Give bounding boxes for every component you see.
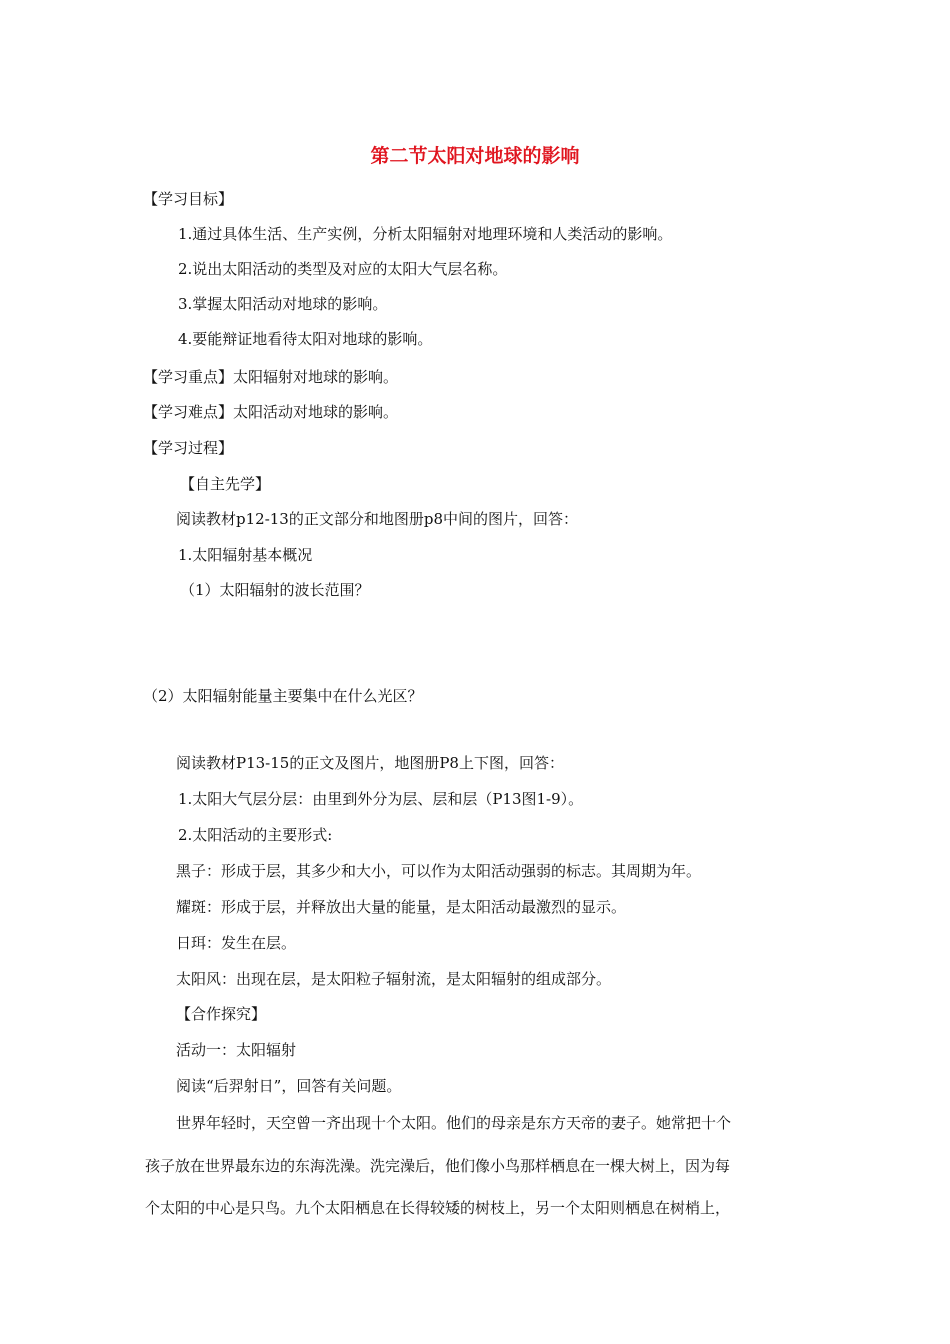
key-point: 【学习重点】太阳辐射对地球的影响。 [143,368,399,386]
story-line-3: 个太阳的中心是只鸟。九个太阳栖息在长得较矮的树枝上，另一个太阳则栖息在树梢上， [145,1199,731,1217]
process-heading: 【学习过程】 [143,439,234,457]
difficult-point: 【学习难点】太阳活动对地球的影响。 [143,403,399,421]
flare-line: 耀斑：形成于层，并释放出大量的能量，是太阳活动最激烈的显示。 [176,898,627,916]
question-2: （2）太阳辐射能量主要集中在什么光区？ [143,687,423,705]
self-study-item-1: 1.太阳辐射基本概况 [178,546,313,564]
read-instruction: 阅读“后羿射日”，回答有关问题。 [176,1077,402,1095]
goal-item-2: 2.说出太阳活动的类型及对应的太阳大气层名称。 [178,260,508,278]
sunspot-line: 黑子：形成于层，其多少和大小，可以作为太阳活动强弱的标志。其周期为年。 [176,862,702,880]
solar-wind-line: 太阳风：出现在层，是太阳粒子辐射流，是太阳辐射的组成部分。 [176,970,612,988]
page-title: 第二节太阳对地球的影响 [370,145,580,167]
learning-goals-heading: 【学习目标】 [143,190,234,208]
self-study-intro-2: 阅读教材P13-15的正文及图片，地图册P8上下图，回答： [176,754,564,772]
item-forms: 2.太阳活动的主要形式: [178,826,333,844]
self-study-heading: 【自主先学】 [180,475,271,493]
goal-item-4: 4.要能辩证地看待太阳对地球的影响。 [178,330,433,348]
story-line-2: 孩子放在世界最东边的东海洗澡。洗完澡后，他们像小鸟那样栖息在一棵大树上，因为每 [145,1157,731,1175]
prominence-line: 日珥：发生在层。 [176,934,297,952]
self-study-intro: 阅读教材p12-13的正文部分和地图册p8中间的图片，回答： [176,510,578,528]
story-line-1: 世界年轻时，天空曾一齐出现十个太阳。他们的母亲是东方天帝的妻子。她常把十个 [176,1114,732,1132]
activity-1: 活动一：太阳辐射 [176,1041,297,1059]
question-1: （1）太阳辐射的波长范围？ [180,581,370,599]
item-layers: 1.太阳大气层分层：由里到外分为层、层和层（P13图1-9）。 [178,790,584,808]
goal-item-1: 1.通过具体生活、生产实例，分析太阳辐射对地理环境和人类活动的影响。 [178,225,673,243]
coop-heading: 【合作探究】 [176,1005,267,1023]
goal-item-3: 3.掌握太阳活动对地球的影响。 [178,295,388,313]
